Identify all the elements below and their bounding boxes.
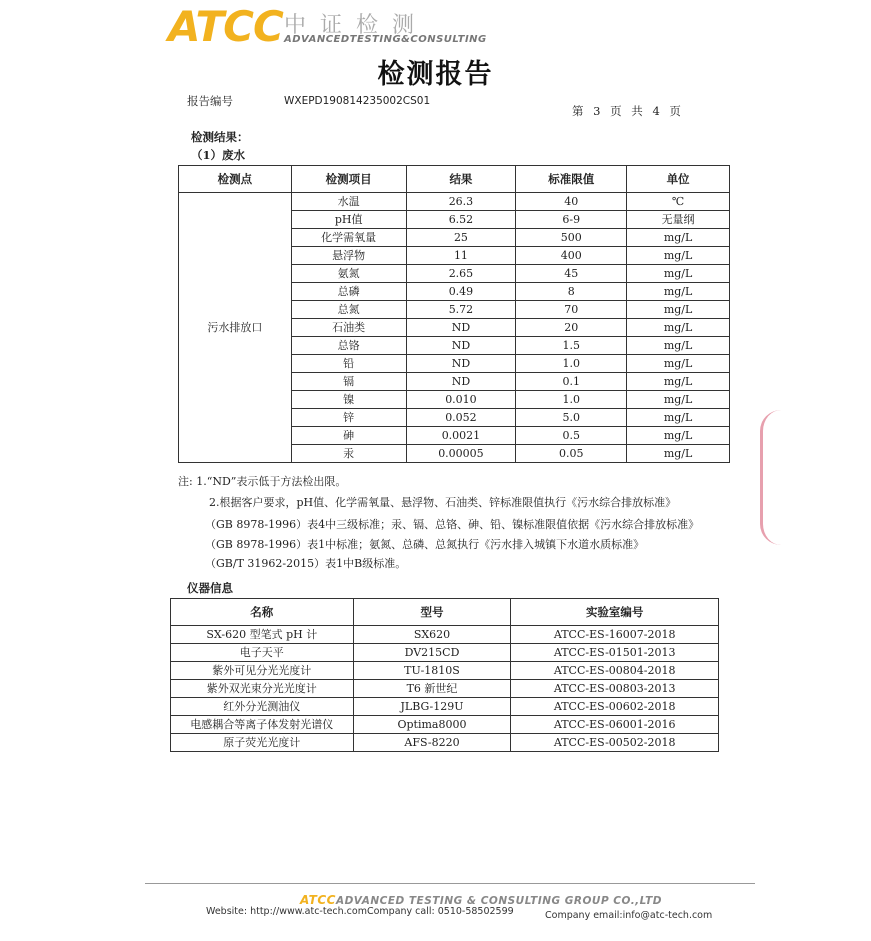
unit-cell: mg/L [627,373,730,391]
footer-company-name: ADVANCED TESTING & CONSULTING GROUP CO.,LTD [335,895,663,907]
result-cell: 0.0021 [406,427,516,445]
table-row [171,698,719,716]
results-section-label: 检测结果： [191,130,249,144]
instrument-name: 原子荧光光度计 [171,734,354,752]
instruments-header-row [171,599,719,626]
item-cell: 砷 [291,427,406,445]
note-line: 2.根据客户要求，pH值、化学需氧量、悬浮物、石油类、锌标准限值执行《污水综合排放标准》 [209,496,677,509]
logo-chinese-name: 中证检测 [284,13,429,38]
instrument-lab-no: ATCC-ES-00502-2018 [511,734,719,752]
table-row [171,662,719,680]
item-cell: 总磷 [291,283,406,301]
instrument-lab-no: ATCC-ES-00803-2013 [511,680,719,698]
limit-cell: 5.0 [516,409,627,427]
limit-cell: 500 [516,229,627,247]
item-cell: 石油类 [291,319,406,337]
page-info: 第 3 页 共 4 页 [572,104,681,118]
unit-cell: ℃ [627,193,730,211]
instrument-model: TU-1810S [353,662,511,680]
limit-cell: 0.5 [516,427,627,445]
instrument-name: 紫外双光束分光光度计 [171,680,354,698]
table-row [171,644,719,662]
limit-cell: 0.1 [516,373,627,391]
result-cell: 6.52 [406,211,516,229]
limit-cell: 0.05 [516,445,627,463]
note-line: （GB 8978-1996）表1中标准；氨氮、总磷、总氮执行《污水排入城镇下水道水质标准》 [205,538,645,551]
instrument-lab-no: ATCC-ES-00602-2018 [511,698,719,716]
results-sub-label: （1）废水 [191,148,246,162]
item-cell: 悬浮物 [291,247,406,265]
unit-cell: 无量纲 [627,211,730,229]
item-cell: 镉 [291,373,406,391]
col-header-result: 结果 [406,166,516,193]
atcc-logo: ATCC [168,2,283,51]
item-cell: 氨氮 [291,265,406,283]
item-cell: 铅 [291,355,406,373]
unit-cell: mg/L [627,229,730,247]
unit-cell: mg/L [627,247,730,265]
report-no-label: 报告编号 [187,94,233,108]
item-cell: 汞 [291,445,406,463]
limit-cell: 40 [516,193,627,211]
table-row [171,716,719,734]
instrument-name: 电感耦合等离子体发射光谱仪 [171,716,354,734]
unit-cell: mg/L [627,301,730,319]
result-cell: ND [406,355,516,373]
table-row [171,680,719,698]
instrument-lab-no: ATCC-ES-16007-2018 [511,626,719,644]
instruments-section-label: 仪器信息 [187,581,233,595]
unit-cell: mg/L [627,445,730,463]
result-cell: 11 [406,247,516,265]
note-line: （GB 8978-1996）表4中三级标准；汞、镉、总铬、砷、铅、镍标准限值依据《污水综合排放标准》 [205,518,700,531]
limit-cell: 8 [516,283,627,301]
item-cell: pH值 [291,211,406,229]
results-table [178,165,730,463]
result-cell: ND [406,373,516,391]
unit-cell: mg/L [627,319,730,337]
limit-cell: 1.5 [516,337,627,355]
instrument-model: JLBG-129U [353,698,511,716]
report-no: WXEPD190814235002CS01 [284,95,431,107]
footer-brand: ATCC [300,893,336,907]
limit-cell: 6-9 [516,211,627,229]
result-cell: 0.052 [406,409,516,427]
col-header-unit: 单位 [627,166,730,193]
unit-cell: mg/L [627,355,730,373]
limit-cell: 70 [516,301,627,319]
unit-cell: mg/L [627,337,730,355]
unit-cell: mg/L [627,283,730,301]
sampling-point: 污水排放口 [179,193,292,463]
table-row [171,626,719,644]
instrument-model: Optima8000 [353,716,511,734]
col-header-limit: 标准限值 [516,166,627,193]
instrument-name: 红外分光测油仪 [171,698,354,716]
instrument-model: T6 新世纪 [353,680,511,698]
result-cell: ND [406,319,516,337]
result-cell: 0.49 [406,283,516,301]
result-cell: 0.00005 [406,445,516,463]
col-header-item: 检测项目 [291,166,406,193]
footer-company [300,893,662,907]
footer-website: Website: http://www.atc-tech.comCompany call: 0510-58502599 [206,906,514,917]
stamp-seal-edge [760,410,781,545]
col-header-model: 型号 [353,599,511,626]
limit-cell: 45 [516,265,627,283]
col-header-name: 名称 [171,599,354,626]
col-header-point: 检测点 [179,166,292,193]
results-header-row [179,166,730,193]
item-cell: 化学需氧量 [291,229,406,247]
item-cell: 水温 [291,193,406,211]
item-cell: 总氮 [291,301,406,319]
instrument-model: AFS-8220 [353,734,511,752]
result-cell: 25 [406,229,516,247]
result-cell: 0.010 [406,391,516,409]
table-row [179,193,730,211]
instrument-name: 紫外可见分光光度计 [171,662,354,680]
instrument-name: 电子天平 [171,644,354,662]
limit-cell: 1.0 [516,355,627,373]
limit-cell: 20 [516,319,627,337]
instrument-lab-no: ATCC-ES-01501-2013 [511,644,719,662]
unit-cell: mg/L [627,409,730,427]
instrument-lab-no: ATCC-ES-06001-2016 [511,716,719,734]
footer-divider [145,883,755,884]
report-title: 检测报告 [377,59,494,90]
instrument-name: SX-620 型笔式 pH 计 [171,626,354,644]
unit-cell: mg/L [627,427,730,445]
instrument-lab-no: ATCC-ES-00804-2018 [511,662,719,680]
result-cell: 5.72 [406,301,516,319]
item-cell: 总铬 [291,337,406,355]
table-row [171,734,719,752]
result-cell: 26.3 [406,193,516,211]
instrument-model: DV215CD [353,644,511,662]
item-cell: 锌 [291,409,406,427]
unit-cell: mg/L [627,265,730,283]
note-line: 注: 1.“ND”表示低于方法检出限。 [178,475,347,488]
unit-cell: mg/L [627,391,730,409]
item-cell: 镍 [291,391,406,409]
note-line: （GB/T 31962-2015）表1中B级标准。 [205,557,407,570]
result-cell: ND [406,337,516,355]
instrument-model: SX620 [353,626,511,644]
limit-cell: 1.0 [516,391,627,409]
col-header-lab-no: 实验室编号 [511,599,719,626]
limit-cell: 400 [516,247,627,265]
result-cell: 2.65 [406,265,516,283]
instruments-table [170,598,719,752]
footer-email: Company email:info@atc-tech.com [545,910,713,921]
logo-english-name: ADVANCEDTESTING&CONSULTING [284,34,487,45]
